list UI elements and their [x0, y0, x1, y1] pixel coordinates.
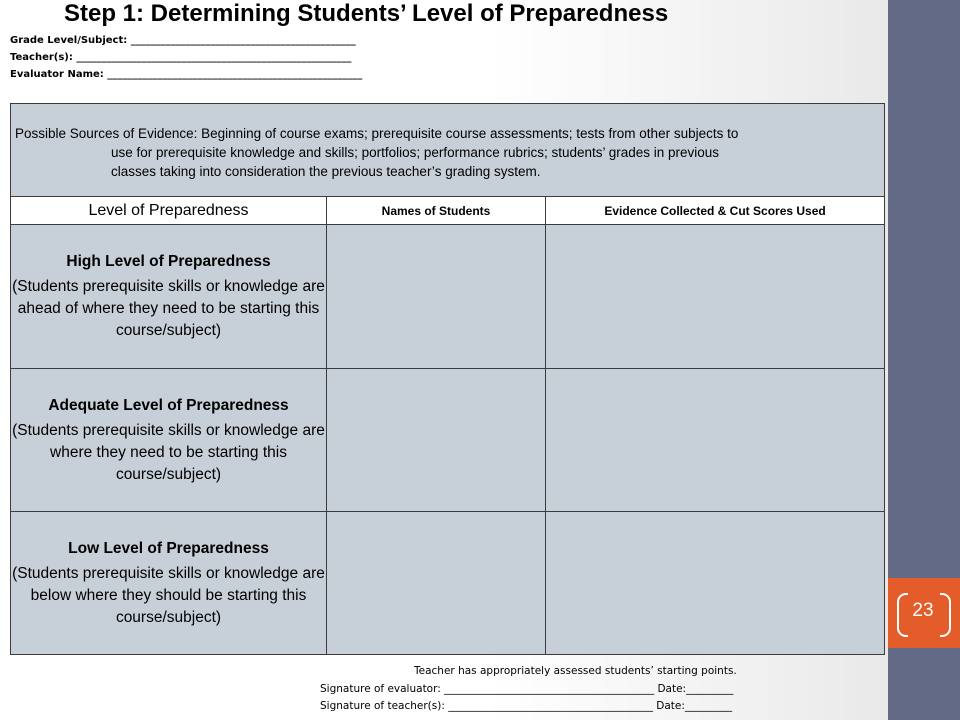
- level-description: (Students prerequisite skills or knowledge are below where they should be starting this course/subject): [12, 564, 325, 626]
- level-title: High Level of Preparedness: [66, 253, 271, 270]
- evaluator-name-field[interactable]: Evaluator Name: ___________________________________________________: [10, 69, 363, 80]
- level-description: (Students prerequisite skills or knowledge are where they need to be starting this course/subject): [12, 421, 325, 483]
- grade-level-field[interactable]: Grade Level/Subject: _____________________________________________: [10, 35, 356, 46]
- teacher-signature-line[interactable]: Signature of teacher(s): _______________________________________ Date:_________: [320, 700, 733, 712]
- evidence-line-3: classes taking into consideration the previous teacher’s grading system.: [111, 163, 541, 179]
- names-cell-high[interactable]: [327, 225, 546, 369]
- evidence-line-1: Possible Sources of Evidence: Beginning of course exams; prerequisite course assessments; tests from other subjects to: [15, 125, 739, 141]
- level-cell-adequate: [11, 369, 327, 512]
- table-row: [11, 512, 885, 655]
- page-number: 23: [912, 600, 934, 621]
- evaluator-signature-line[interactable]: Signature of evaluator: ________________________________________ Date:_________: [320, 683, 734, 695]
- level-cell-low: [11, 512, 327, 655]
- evidence-cell-low[interactable]: [546, 512, 885, 655]
- header-level: Level of Preparedness: [11, 197, 327, 225]
- right-bracket-icon: [940, 593, 951, 637]
- evidence-line-2: use for prerequisite knowledge and skills; portfolios; performance rubrics; students’ grades in previous: [111, 144, 720, 160]
- table-row: [11, 369, 885, 512]
- header-names: Names of Students: [327, 197, 546, 225]
- table-row: [11, 225, 885, 369]
- level-description: (Students prerequisite skills or knowledge are ahead of where they need to be starting this course/subject): [12, 278, 325, 339]
- evidence-cell-adequate[interactable]: [546, 369, 885, 512]
- teacher-field[interactable]: Teacher(s): _______________________________________________________: [10, 52, 352, 63]
- assessment-statement: Teacher has appropriately assessed students’ starting points.: [414, 665, 737, 677]
- evidence-cell-high[interactable]: [546, 225, 885, 369]
- names-cell-adequate[interactable]: [327, 369, 546, 512]
- names-cell-low[interactable]: [327, 512, 546, 655]
- level-cell-high: [11, 225, 327, 369]
- evidence-sources-cell: [11, 104, 885, 197]
- level-title: Low Level of Preparedness: [68, 539, 269, 557]
- header-evidence: Evidence Collected & Cut Scores Used: [546, 197, 885, 225]
- page-title: Step 1: Determining Students’ Level of Preparedness: [64, 0, 669, 27]
- level-title: Adequate Level of Preparedness: [48, 396, 289, 414]
- preparedness-table: [10, 103, 885, 655]
